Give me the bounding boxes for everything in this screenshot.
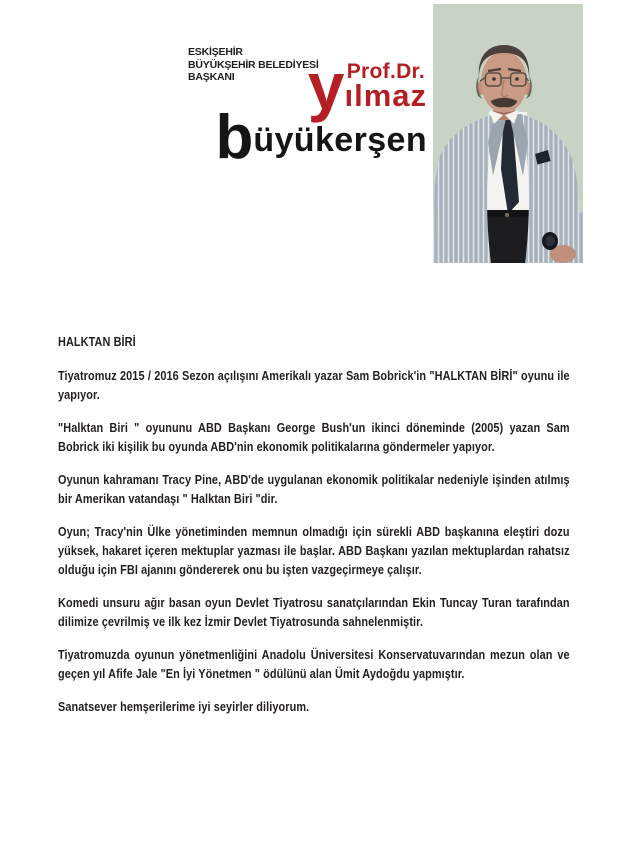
academic-title: Prof.Dr. <box>346 60 425 83</box>
play-title-heading: HALKTAN BİRİ <box>58 334 136 349</box>
mayor-last-name <box>215 100 427 172</box>
mayor-photo <box>433 4 583 263</box>
paragraph-6: Tiyatromuzda oyunun yönetmenliğini Anadolu Üniversitesi Konservatuvarından mezun olan ve geçen yıl Afife Jale "En İyi Yönetmen " ödülünü alan Ümit Aydoğdu yapmıştır. <box>58 647 570 681</box>
paragraph-3: Oyunun kahramanı Tracy Pine, ABD'de uygulanan ekonomik politikalar nedeniyle işinden atılmış bir Amerikan vatandaşı " Halktan Biri "dir. <box>58 472 570 506</box>
mayor-portrait-illustration <box>433 4 583 263</box>
paragraph-5: Komedi unsuru ağır basan oyun Devlet Tiyatrosu sanatçılarından Ekin Tuncay Turan tarafından dilimize çevrilmiş ve ilk kez İzmir Devlet Tiyatrosunda sahnelenmiştir. <box>58 595 570 629</box>
org-title-line-3: BAŞKANI <box>188 71 235 83</box>
letter-body <box>58 332 570 730</box>
last-name-rest: üyükerşen <box>253 121 427 159</box>
org-title <box>188 46 319 84</box>
paragraph-1: Tiyatromuz 2015 / 2016 Sezon açılışını Amerikalı yazar Sam Bobrick'in "HALKTAN BİRİ" oyunu ile yapıyor. <box>58 368 570 402</box>
paragraph-4: Oyun; Tracy'nin Ülke yönetiminden memnun olmadığı için sürekli ABD başkanına eleştiri dozu yüksek, hakaret içeren mektuplar yazması ile başlar. ABD Başkanı yazılan mektuplardan rahatsız olduğu için FBI ajanını göndererek onu bu işten vazgeçirmeye çalışır. <box>58 524 570 577</box>
last-name-initial: b <box>215 103 254 172</box>
first-name-initial: y <box>307 49 345 123</box>
paragraph-7: Sanatsever hemşerilerime iyi seyirler diliyorum. <box>58 699 310 714</box>
org-title-line-2: BÜYÜKŞEHİR BELEDİYESİ <box>188 58 319 71</box>
first-name-rest: ılmaz <box>344 78 427 113</box>
paragraph-2: "Halktan Biri " oyununu ABD Başkanı George Bush'un ikinci döneminde (2005) yazan Sam Bobrick iki kişilik bu oyunda ABD'nin ekonomik politikalarına göndermeler yapıyor. <box>58 420 570 454</box>
org-title-line-1: ESKİŞEHİR <box>188 46 243 58</box>
